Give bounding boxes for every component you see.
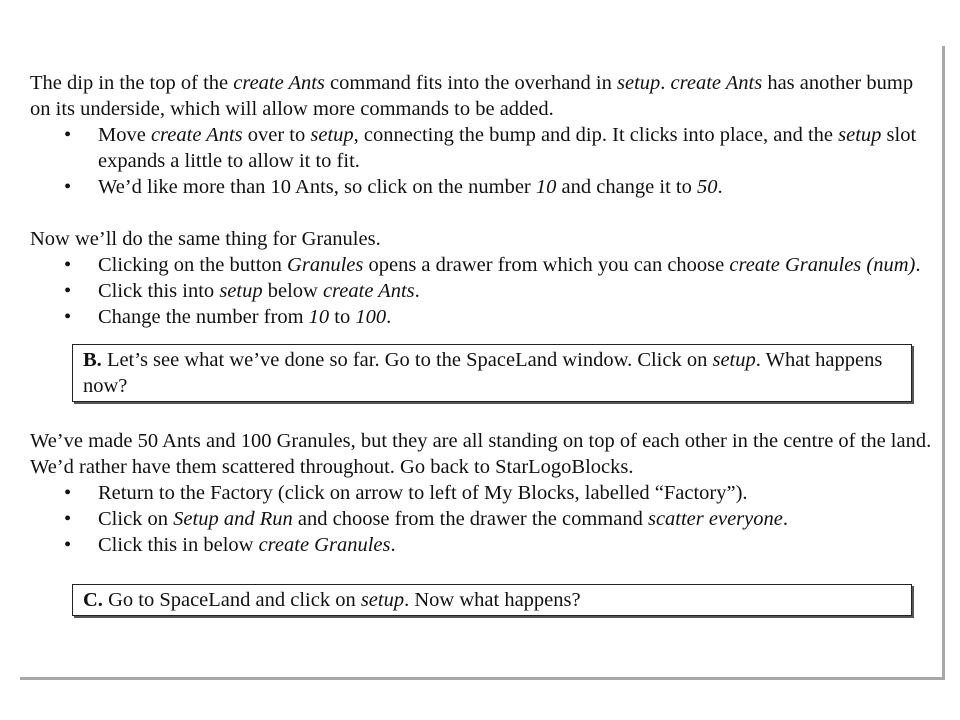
bullet-icon: • bbox=[64, 176, 72, 198]
bullet-icon: • bbox=[64, 254, 72, 276]
page-shadow-bottom bbox=[20, 677, 945, 680]
list-item: • Change the number from 10 to 100. bbox=[64, 306, 392, 328]
paragraph-create-ants: The dip in the top of the create Ants command fits into the overhand in setup. create Ants has another bump on its underside, which will allow more commands to be added. bbox=[30, 72, 914, 120]
instruction-list-granules bbox=[30, 252, 935, 330]
bullet-icon: • bbox=[64, 124, 72, 146]
list-item: • Click this into setup below create Ants. bbox=[64, 280, 420, 302]
bullet-icon: • bbox=[64, 508, 72, 530]
bullet-icon: • bbox=[64, 482, 72, 504]
list-item: • Click this in below create Granules. bbox=[64, 534, 396, 556]
question-box-c: C. Go to SpaceLand and click on setup. Now what happens? bbox=[72, 584, 912, 616]
list-item: • Return to the Factory (click on arrow to left of My Blocks, labelled “Factory”). bbox=[64, 482, 748, 504]
bullet-icon: • bbox=[64, 534, 72, 556]
instruction-list-scatter bbox=[30, 480, 935, 558]
document-body bbox=[30, 70, 935, 616]
bullet-icon: • bbox=[64, 280, 72, 302]
paragraph-granules: Now we’ll do the same thing for Granules. bbox=[30, 228, 381, 250]
bullet-icon: • bbox=[64, 306, 72, 328]
list-item: • We’d like more than 10 Ants, so click on the number 10 and change it to 50. bbox=[64, 176, 723, 198]
list-item: • Clicking on the button Granules opens a drawer from which you can choose create Granules (num). bbox=[64, 254, 921, 276]
page-shadow-right bbox=[942, 46, 945, 680]
list-item: • Move create Ants over to setup, connecting the bump and dip. It clicks into place, and the setup slot expands a little to allow it to fit. bbox=[64, 124, 917, 172]
question-box-b: B. Let’s see what we’ve done so far. Go to the SpaceLand window. Click on setup. What happens now? bbox=[72, 344, 912, 402]
instruction-list-ants bbox=[30, 122, 935, 200]
paragraph-scatter: We’ve made 50 Ants and 100 Granules, but they are all standing on top of each other in the centre of the land. We’d rather have them scattered throughout. Go back to StarLogoBlocks. bbox=[30, 430, 932, 478]
list-item: • Click on Setup and Run and choose from the drawer the command scatter everyone. bbox=[64, 508, 788, 530]
